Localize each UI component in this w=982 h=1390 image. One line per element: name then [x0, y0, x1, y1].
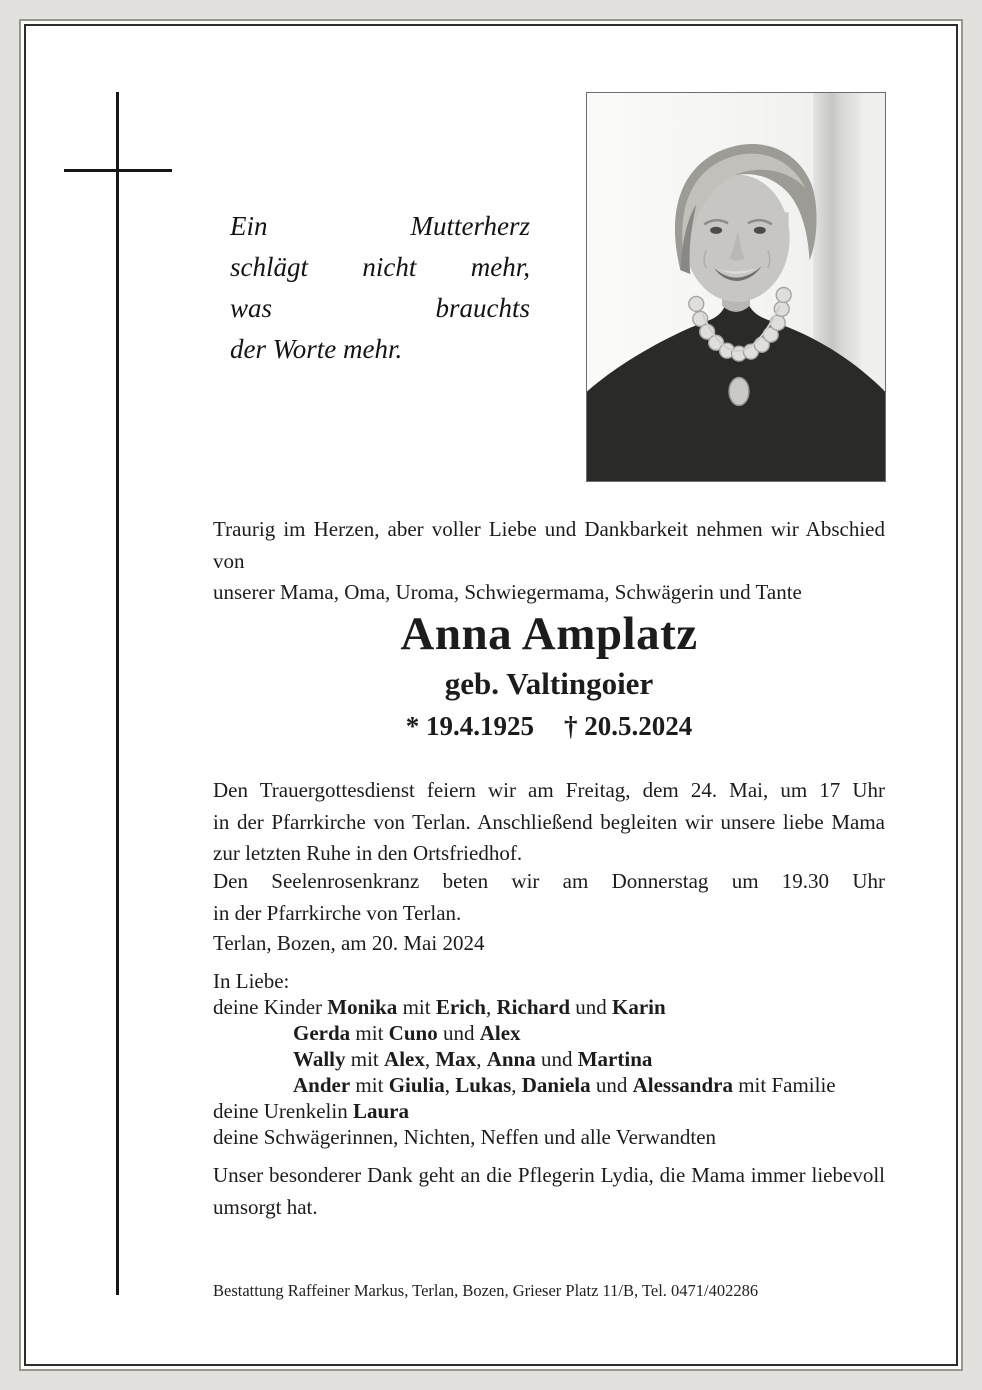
funeral-notice — [213, 775, 885, 870]
text-line: zur letzten Ruhe in den Ortsfriedhof. — [213, 841, 523, 865]
text-line: Den Trauergottesdienst feiern wir am Freitag, dem 24. Mai, um 17 Uhr — [213, 778, 885, 802]
place-date-line: Terlan, Bozen, am 20. Mai 2024 — [213, 931, 485, 955]
text-line: Unser besonderer Dank geht an die Pflegerin Lydia, die Mama immer liebevoll — [213, 1163, 885, 1187]
family-line: Gerda mit Cuno und Alex — [293, 1021, 521, 1045]
portrait-photo — [586, 92, 886, 482]
text-line: Ein Mutterherz — [230, 211, 530, 241]
deceased-name: Anna Amplatz — [400, 608, 698, 660]
text-line: Traurig im Herzen, aber voller Liebe und Dankbarkeit nehmen wir Abschied von — [213, 517, 885, 573]
text-line: umsorgt hat. — [213, 1194, 318, 1219]
text-line: in der Pfarrkirche von Terlan. — [213, 900, 462, 925]
death-date: † 20.5.2024 — [564, 711, 693, 741]
text-line: Den Seelenrosenkranz beten wir am Donnerstag um 19.30 Uhr — [213, 869, 885, 893]
family-section — [213, 968, 885, 1150]
family-line: deine Schwägerinnen, Nichten, Neffen und alle Verwandten — [213, 1125, 717, 1149]
condolence-quote — [230, 206, 530, 370]
funeral-home-footer: Bestattung Raffeiner Markus, Terlan, Bozen, Grieser Platz 11/B, Tel. 0471/402286 — [213, 1281, 759, 1300]
family-line: deine Kinder Monika mit Erich, Richard und Karin — [213, 995, 666, 1019]
family-line: deine Urenkelin Laura — [213, 1099, 409, 1123]
family-list — [213, 994, 885, 1150]
family-line: Wally mit Alex, Max, Anna und Martina — [293, 1047, 653, 1071]
birth-date: * 19.4.1925 — [405, 711, 534, 741]
deceased-block — [213, 608, 885, 742]
intro-text — [213, 514, 885, 609]
text-line: schlägt nicht mehr, — [230, 252, 530, 282]
family-line: Ander mit Giulia, Lukas, Daniela und Alessandra mit Familie — [293, 1073, 836, 1097]
text-line: unserer Mama, Oma, Uroma, Schwiegermama, Schwägerin und Tante — [213, 580, 802, 604]
cross-horizontal-bar — [64, 169, 172, 172]
text-line: was brauchts — [230, 293, 530, 323]
in-love-label: In Liebe: — [213, 969, 290, 993]
text-line: der Worte mehr. — [230, 334, 403, 364]
portrait-illustration — [587, 93, 885, 481]
birth-name: geb. Valtingoier — [444, 666, 654, 701]
text-line: in der Pfarrkirche von Terlan. Anschließend begleiten wir unsere liebe Mama — [213, 809, 885, 834]
rosary-notice — [213, 866, 885, 929]
cross-vertical-bar — [116, 92, 119, 1295]
life-dates — [213, 710, 885, 742]
thanks-text — [213, 1160, 885, 1223]
